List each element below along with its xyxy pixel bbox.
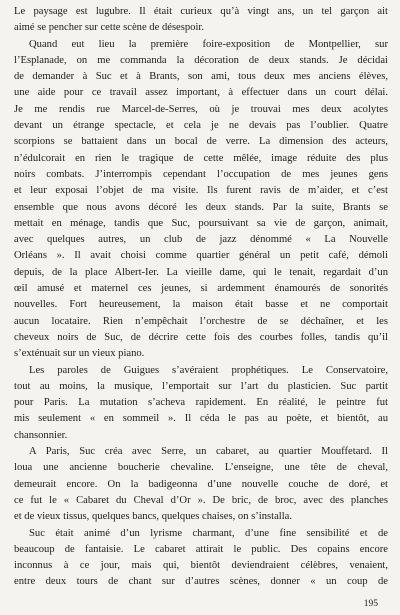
text-line: Je me rendis rue Marcel-de-Serres, où je trouvai mes deux acolytes [14, 103, 388, 115]
text-line: de demander à Suc et à Brants, son ami, tous deux mes anciens élèves, [14, 71, 388, 83]
paragraph [14, 37, 388, 363]
text-line: entre deux tours de chant sur d’autres scènes, donner « un coup de [14, 576, 388, 588]
text-line: aimé se pencher sur cette scène de désespoir. [14, 22, 205, 34]
text-line: Quand eut lieu la première foire-exposition de Montpellier, sur [29, 38, 388, 50]
text-line: demeurait encore. On la badigeonna d’une nouvelle couche de doré, et [14, 478, 388, 490]
text-line: mis seulement « en sommeil ». Il céda le pas au poète, et bientôt, au [14, 413, 388, 425]
text-line: pour Paris. La mutation s’acheva rapidement. En réalité, le peintre fut [14, 397, 388, 409]
text-line: Le paysage est lugubre. Il était curieux qu’à vingt ans, un tel garçon ait [14, 6, 388, 17]
text-line: A Paris, Suc créa avec Serre, un cabaret, au quartier Mouffetard. Il [29, 446, 388, 458]
text-line: tout au moins, la musique, l’emportait sur l’art du plasticien. Suc partit [14, 380, 388, 392]
text-line: Les paroles de Guigues s’avéraient prophétiques. Le Conservatoire, [29, 364, 388, 376]
text-line: scorpions se battaient dans un bocal de verre. La dimension des acteurs, [14, 136, 388, 148]
paragraph [14, 363, 388, 444]
text-line: avec quelques autres, un club de jazz dénommé « La Nouvelle [14, 234, 388, 246]
paragraph [14, 526, 388, 591]
text-line: ce fut le « Cabaret du Cheval d’Or ». De bric, de broc, avec des planches [14, 494, 388, 506]
paragraph [14, 4, 388, 37]
text-line: et leur exposai l’objet de ma visite. Ils furent ravis de m’aider, et c’est [14, 185, 388, 197]
paragraph [14, 444, 388, 525]
text-line: cheveux noirs de Suc, de décrire cette fois des courbes folles, tandis qu’il [14, 331, 388, 343]
text-line: beaucoup de fantaisie. Le cabaret attirait le public. Des copains encore [14, 543, 388, 555]
text-line: noirs combats. J’interrompis cependant l’occupation de mes jeunes gens [14, 168, 388, 180]
text-line: Suc était animé d’un lyrisme charmant, d’une fine sensibilité et de [29, 527, 388, 539]
body-text [14, 4, 388, 591]
text-line: l’Esplanade, on me commanda la décoration de deux stands. Je décidai [14, 54, 388, 66]
text-line: ensemble que nous avons décoré les deux stands. Par la suite, Brants se [14, 201, 388, 213]
text-line: devant un étrange spectacle, et cela je ne devais pas l’oublier. Quatre [14, 120, 388, 132]
text-line: n’édulcorait en rien le tragique de cette mêlée, image réduite des plus [14, 152, 388, 164]
text-line: nouvelles. Fort heureusement, la maison était basse et ne comportait [14, 299, 388, 311]
text-line: aucun locataire. Rien n’empêchait l’orchestre de se déchaîner, et les [14, 315, 388, 327]
text-line: et de vieux tissus, quelques bancs, quelques chaises, on s’installa. [14, 511, 293, 523]
text-line: loua une ancienne boucherie chevaline. L’enseigne, une tête de cheval, [14, 462, 388, 474]
text-line: Orléans ». Il avait choisi comme quartier général un petit café, démoli [14, 250, 388, 262]
text-line: mettait en ménage, tandis que Suc, poursuivant sa vie de garçon, animait, [14, 217, 388, 229]
text-line: s’exténuait sur un vieux piano. [14, 348, 145, 360]
text-line: une aide pour ce travail assez important, à effectuer dans un court délai. [14, 87, 388, 99]
text-line: depuis, de la place Albert-Ier. La vieille dame, qui le tenait, regardait d’un [14, 266, 388, 278]
text-line: chansonnier. [14, 429, 68, 441]
text-line: œil amusé et maternel ces jeunes, si ardemment énamourés de sonorités [14, 283, 388, 295]
text-line: inconnus à ce jour, mais qui, bientôt deviendraient célèbres, venaient, [14, 560, 388, 572]
page-number: 195 [363, 599, 378, 609]
